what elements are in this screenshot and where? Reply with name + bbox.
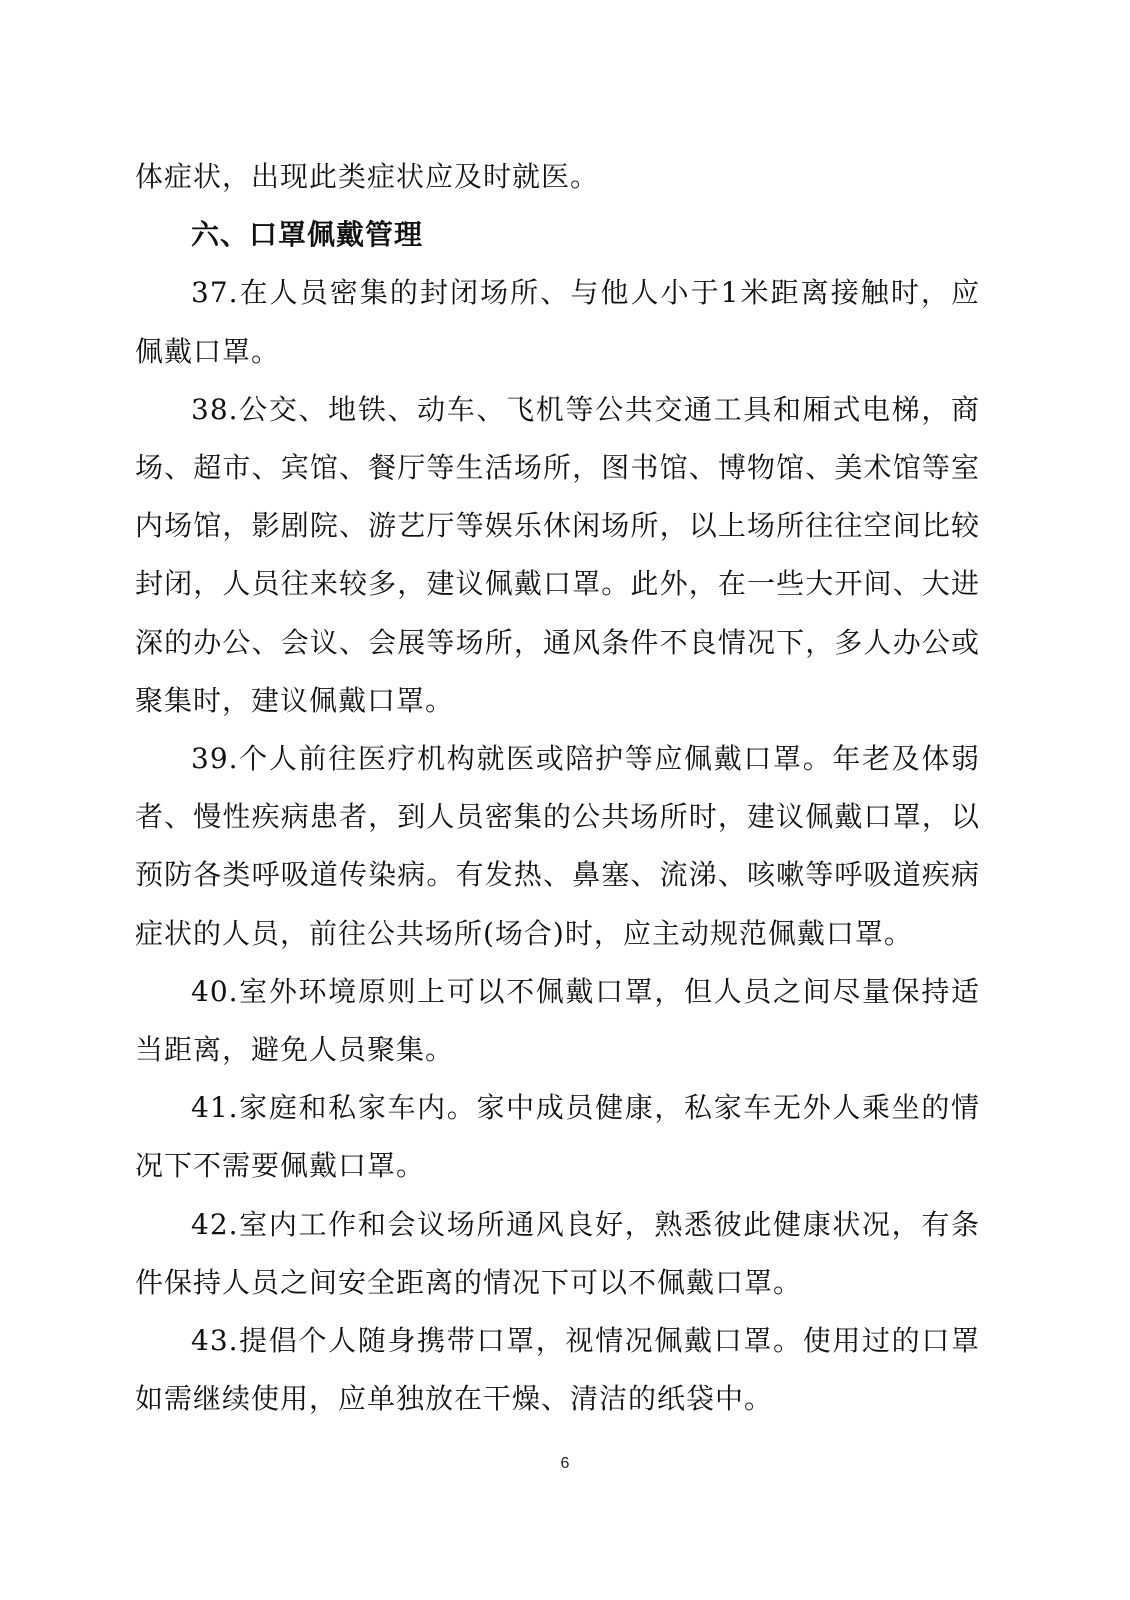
document-body	[135, 148, 980, 1428]
item-39: 39.个人前往医疗机构就医或陪护等应佩戴口罩。年老及体弱者、慢性疾病患者，到人员密集的公共场所时，建议佩戴口罩，以预防各类呼吸道传染病。有发热、鼻塞、流涕、咳嗽等呼吸道疾病症状的人员，前往公共场所(场合)时，应主动规范佩戴口罩。	[135, 742, 980, 950]
item-42: 42.室内工作和会议场所通风良好，熟悉彼此健康状况，有条件保持人员之间安全距离的情况下可以不佩戴口罩。	[135, 1207, 980, 1299]
item-41: 41.家庭和私家车内。家中成员健康，私家车无外人乘坐的情况下不需要佩戴口罩。	[135, 1091, 980, 1183]
section-heading: 六、口罩佩戴管理	[191, 218, 424, 252]
item-38: 38.公交、地铁、动车、飞机等公共交通工具和厢式电梯，商场、超市、宾馆、餐厅等生活场所，图书馆、博物馆、美术馆等室内场馆，影剧院、游艺厅等娱乐休闲场所，以上场所往往空间比较封闭，人员往来较多，建议佩戴口罩。此外，在一些大开间、大进深的办公、会议、会展等场所，通风条件不良情况下，多人办公或聚集时，建议佩戴口罩。	[135, 392, 980, 717]
item-37: 37.在人员密集的封闭场所、与他人小于1米距离接触时，应佩戴口罩。	[135, 276, 980, 368]
item-43: 43.提倡个人随身携带口罩，视情况佩戴口罩。使用过的口罩如需继续使用，应单独放在干燥、清洁的纸袋中。	[135, 1324, 980, 1416]
page-number: 6	[560, 1455, 570, 1472]
item-40: 40.室外环境原则上可以不佩戴口罩，但人员之间尽量保持适当距离，避免人员聚集。	[135, 974, 980, 1067]
continuation-paragraph: 体症状，出现此类症状应及时就医。	[135, 160, 600, 193]
